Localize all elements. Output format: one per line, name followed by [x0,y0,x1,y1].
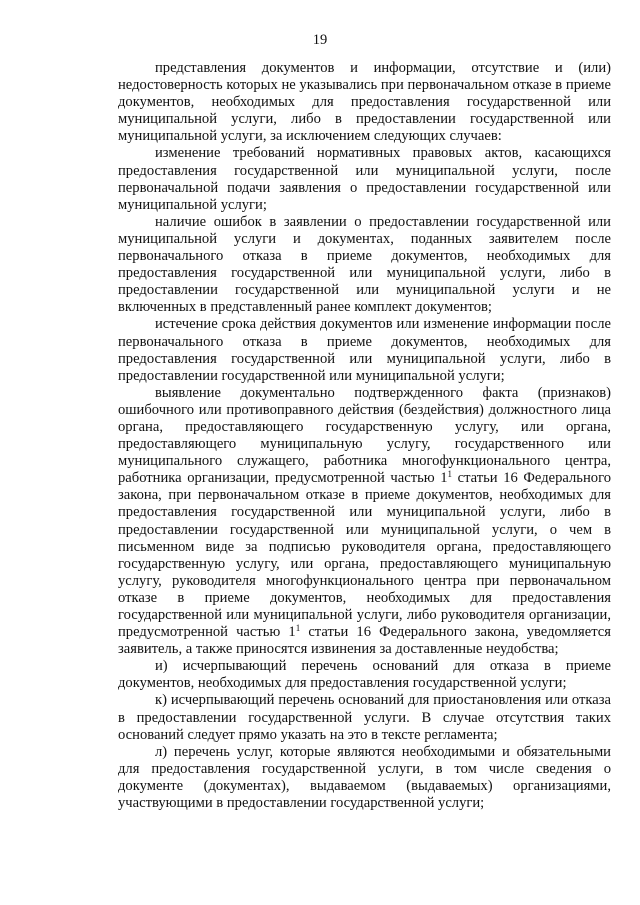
paragraph-item-i: и) исчерпывающий перечень оснований для отказа в приеме документов, необходимых для предоставления государственной услуги; [118,658,611,692]
paragraph-requirements-change: изменение требований нормативных правовых актов, касающихся предоставления государственной или муниципальной услуги, после первоначальной подачи заявления о предоставлении государственной или муниципальной услуги; [118,145,611,213]
paragraph-intro: представления документов и информации, отсутствие и (или) недостоверность которых не указывались при первоначальном отказе в приеме документов, необходимых для предоставления государственной или муниципальной услуги, либо в предоставлении государственной или муниципальной услуги, за исключением следующих случаев: [118,60,611,145]
paragraph-erroneous-action-part-c: статьи 16 Федерального закона, уведомляется заявитель, а также приносятся извинения за доставленные неудобства; [118,624,611,658]
paragraph-errors-in-application: наличие ошибок в заявлении о предоставлении государственной или муниципальной услуги и документах, поданных заявителем после первоначального отказа в приеме документов, необходимых для предоставления государственной или муниципальной услуги, либо в предоставлении государственной или муниципальной услуги и не включенных в представленный ранее комплект документов; [118,213,611,316]
paragraph-erroneous-action-part-b: статьи 16 Федерального закона, при первоначальном отказе в приеме документов, необходимых для предоставления государственной или муниципальной услуги, либо в предоставлении государственной или муниципальной услуги, о чем в письменном виде за подписью руководителя органа, предоставляющего государственную услугу, или органа, предоставляющего муниципальную услугу, руководителя многофункционального центра при первоначальном отказе в приеме документов, необходимых для предоставления государственной или муниципальной услуги, либо руководителя организации, предусмотренной частью 1 [118,470,611,641]
page-number: 19 [312,32,328,48]
superscript-article-part-a: 1 [447,469,453,480]
document-body [118,60,611,812]
paragraph-erroneous-action [118,385,611,659]
paragraph-erroneous-action-part-a: выявление документально подтвержденного факта (признаков) ошибочного или противоправного действия (бездействия) должностного лица органа, предоставляющего государственную услугу, или органа, предоставляющего муниципальную услугу, государственного или муниципального служащего, работника многофункционального центра, работника организации, предусмотренной частью 1 [118,384,611,487]
paragraph-documents-expiry: истечение срока действия документов или изменение информации после первоначального отказа в приеме документов, необходимых для предоставления государственной или муниципальной услуги, либо в предоставлении государственной или муниципальной услуги; [118,316,611,384]
paragraph-item-k: к) исчерпывающий перечень оснований для приостановления или отказа в предоставлении государственной услуги. В случае отсутствия таких оснований следует прямо указать на это в тексте регламента; [118,692,611,743]
paragraph-item-l: л) перечень услуг, которые являются необходимыми и обязательными для предоставления государственной услуги, в том числе сведения о документе (документах), выдаваемом (выдаваемых) организациями, участвующими в предоставлении государственной услуги; [118,743,611,812]
superscript-article-part-b: 1 [295,623,301,634]
